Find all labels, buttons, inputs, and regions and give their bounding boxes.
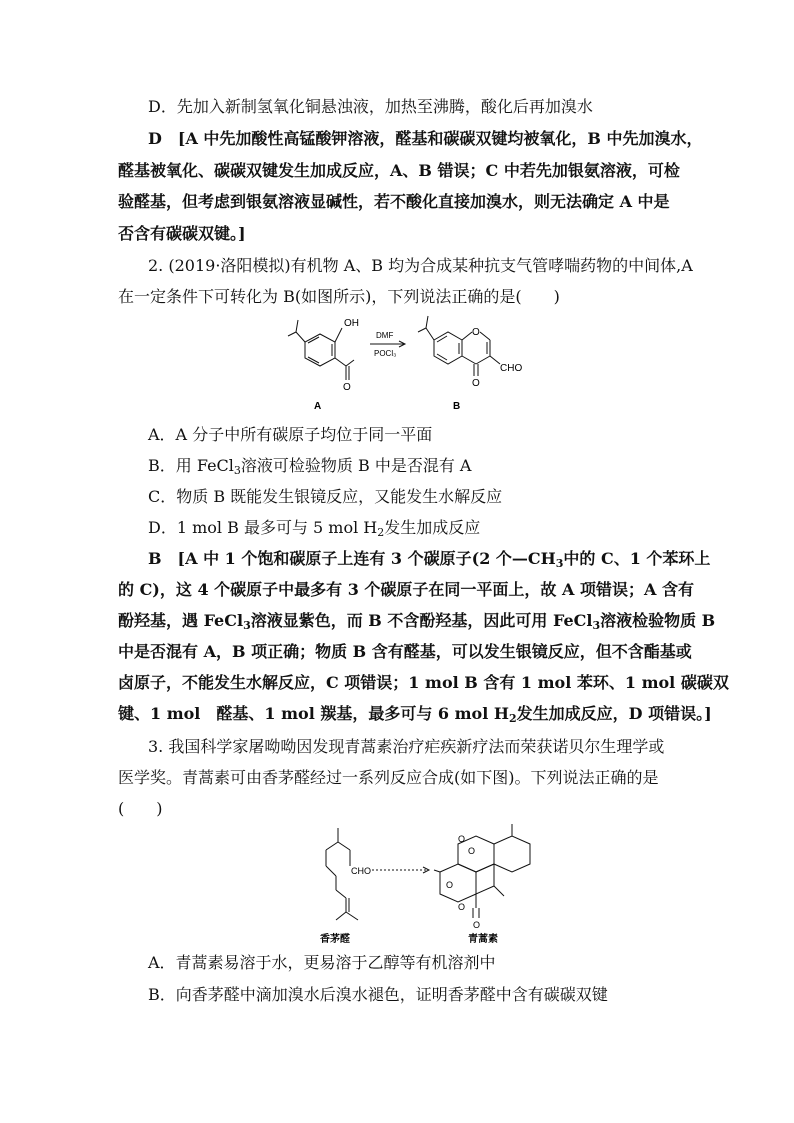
cho-label: CHO — [351, 866, 371, 876]
peroxide-o-1: O — [458, 834, 466, 844]
question-3-line1: 3. 我国科学家屠呦呦因发现青蒿素治疗疟疾新疗法而荣获诺贝尔生理学或 — [148, 737, 665, 756]
lactone-o: O — [458, 902, 466, 912]
answer-q2-line6: 键、1 mol 醛基、1 mol 羰基，最多可与 6 mol $H_2$发生加成反应，D 项错误。] — [118, 704, 712, 725]
figure-a-to-b — [286, 310, 536, 414]
answer-q2-line4: 中是否混有 A，B 项正确；物质 B 含有醛基，可以发生银镜反应，但不含酯基或 — [118, 642, 692, 661]
ring-o-label: O — [472, 327, 480, 338]
peroxide-o-2: O — [468, 846, 476, 856]
reaction-scheme-2 — [308, 818, 548, 946]
ring-4 — [476, 864, 494, 894]
question-3-line2: 医学奖。青蒿素可由香茅醛经过一系列反应合成(如下图)。下列说法正确的是 — [118, 768, 659, 787]
ether-o: O — [446, 880, 454, 890]
question-2-line1: 2. (2019·洛阳模拟)有机物 A、B 均为合成某种抗支气管哮喘药物的中间体,A — [148, 256, 693, 275]
answer-q2-line3: 酚羟基，遇 FeCl$_3$溶液显紫色，而 B 不含酚羟基，因此可用 FeCl$_3$溶液检验物质 B — [118, 611, 716, 632]
answer-q1-line1: D [A 中先加酸性高锰酸钾溶液，醛基和碳碳双键均被氧化，B 中先加溴水， — [148, 129, 703, 148]
answer-q2-line5: 卤原子，不能发生水解反应，C 项错误；1 mol B 含有 1 mol 苯环、1 mol 碳碳双 — [118, 673, 729, 692]
answer-q1-line2: 醛基被氧化、碳碳双键发生加成反应，A、B 错误；C 中若先加银氨溶液，可检 — [118, 161, 680, 180]
option-b-q3: B．向香茅醛中滴加溴水后溴水褪色，证明香茅醛中含有碳碳双键 — [148, 985, 608, 1004]
carbonyl-o: O — [473, 920, 481, 930]
question-2-line2: 在一定条件下可转化为 B(如图所示)，下列说法正确的是( ) — [118, 287, 560, 306]
answer-q2-line2: 的 C)，这 4 个碳原子中最多有 3 个碳原子在同一平面上，故 A 项错误；A 含有 — [118, 580, 694, 599]
option-c-q2: C．物质 B 既能发生银镜反应，又能发生水解反应 — [148, 487, 503, 506]
molecule-b-label: B — [453, 401, 461, 412]
question-3-line3: ( ) — [118, 799, 163, 818]
option-b-q2: B．用 FeCl$_3$溶液可检验物质 B 中是否混有 A — [148, 456, 472, 477]
benzene-ring-b — [434, 332, 462, 364]
reagent-dmf: DMF — [376, 331, 394, 340]
artemisinin-label: 青蒿素 — [468, 934, 498, 945]
option-a-q3: A．青蒿素易溶于水，更易溶于乙醇等有机溶剂中 — [148, 953, 496, 972]
reagent-pocl3: POCl₃ — [374, 349, 397, 358]
answer-q1-line4: 否含有碳碳双键。] — [118, 224, 246, 243]
reaction-scheme-1 — [286, 310, 536, 414]
keto-o-label-a: O — [343, 382, 351, 393]
oh-label: OH — [344, 318, 359, 329]
option-d-q1: D．先加入新制氢氧化铜悬浊液，加热至沸腾，酸化后再加溴水 — [148, 97, 593, 116]
answer-q1-line3: 验醛基，但考虑到银氨溶液显碱性，若不酸化直接加溴水，则无法确定 A 中是 — [118, 192, 670, 211]
ring-2 — [494, 836, 530, 872]
benzene-ring-a — [305, 334, 335, 366]
molecule-a-label: A — [314, 401, 322, 412]
figure-citronellal-to-artemisinin — [308, 818, 548, 946]
keto-o-label-b: O — [472, 378, 480, 389]
citronellal-label: 香茅醛 — [320, 934, 350, 945]
cho-label-b: CHO — [500, 363, 523, 374]
option-a-q2: A．A 分子中所有碳原子均位于同一平面 — [148, 425, 433, 444]
answer-q2-line1: B [A 中 1 个饱和碳原子上连有 3 个碳原子(2 个$—CH_3$中的 C、1 个苯环上 — [148, 549, 711, 570]
option-d-q2: D．1 mol B 最多可与 5 mol $H_2$发生加成反应 — [148, 518, 481, 539]
